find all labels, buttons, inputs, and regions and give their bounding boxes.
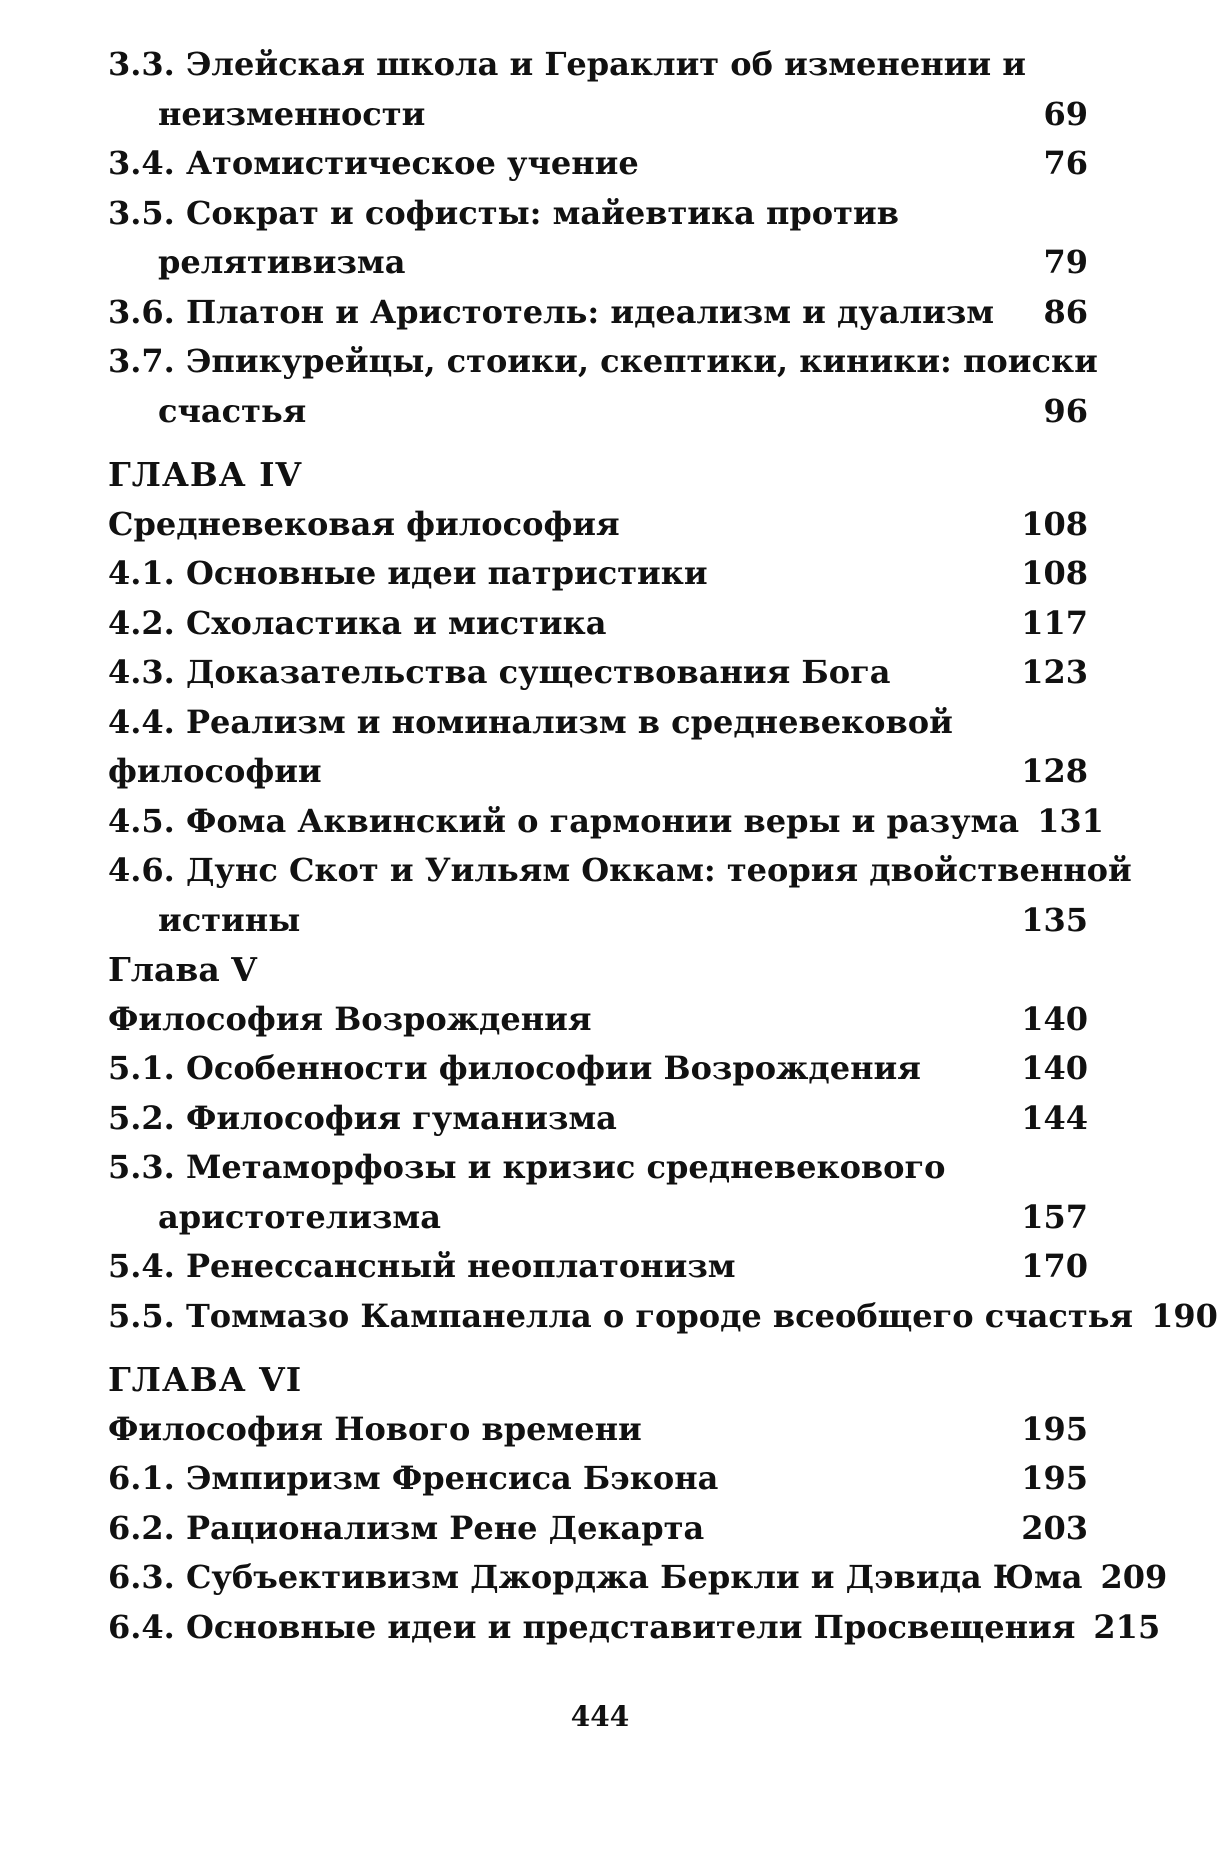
toc-page-number: 79 <box>1043 243 1088 281</box>
toc-entry-title: аристотелизма <box>158 1197 441 1236</box>
toc-entry-5-3[interactable] <box>108 1193 1088 1243</box>
toc-page-number: 117 <box>1021 603 1088 642</box>
toc-page-number: 135 <box>1021 900 1088 939</box>
toc-entry-5-3-line1 <box>108 1143 1088 1193</box>
toc-entry-title: 3.5. Сократ и софисты: майевтика против <box>108 193 899 232</box>
toc-page-number: 76 <box>1043 144 1088 182</box>
toc-page-number: 86 <box>1043 292 1088 331</box>
toc-page-number: 203 <box>1021 1508 1088 1547</box>
toc-page-number: 128 <box>1021 752 1088 790</box>
toc-page-number: 195 <box>1021 1459 1088 1497</box>
toc-entry-title: 4.1. Основные идеи патристики <box>108 554 708 592</box>
toc-page-number: 215 <box>1093 1607 1161 1646</box>
toc-page-number: 140 <box>1021 999 1088 1038</box>
toc-entry-4-4-line1 <box>108 698 1088 748</box>
toc-entry-3-7[interactable] <box>108 387 1088 437</box>
toc-entry-title: 6.4. Основные идеи и представители Просвещения <box>108 1607 1076 1646</box>
toc-entry-title: 4.4. Реализм и номинализм в средневековой <box>108 702 953 741</box>
toc-chapter-5[interactable] <box>108 995 1088 1045</box>
toc-page-number: 190 <box>1151 1296 1218 1335</box>
toc-entry-6-1[interactable] <box>108 1454 1088 1504</box>
toc-entry-5-4[interactable] <box>108 1242 1088 1292</box>
chapter-title: Философия Нового времени <box>108 1409 642 1448</box>
toc-entry-6-4[interactable] <box>108 1603 1161 1653</box>
toc-entry-title: 4.5. Фома Аквинский о гармонии веры и разума <box>108 801 1020 840</box>
chapter-label: ГЛАВА VI <box>108 1360 303 1399</box>
toc-entry-3-6[interactable] <box>108 288 1088 338</box>
toc-page-number: 144 <box>1021 1098 1088 1137</box>
toc-entry-title: 5.5. Томмазо Кампанелла о городе всеобщего счастья <box>108 1296 1134 1335</box>
toc-entry-title: 6.2. Рационализм Рене Декарта <box>108 1508 705 1547</box>
toc-page-number: 69 <box>1043 94 1088 133</box>
toc-entry-title: 6.1. Эмпиризм Френсиса Бэкона <box>108 1459 719 1497</box>
toc-entry-title: 5.1. Особенности философии Возрождения <box>108 1049 921 1087</box>
toc-entry-title: истины <box>158 900 301 939</box>
toc-entry-3-3-line1 <box>108 40 1088 90</box>
toc-entry-title: 3.4. Атомистическое учение <box>108 144 639 182</box>
toc-page-number: 123 <box>1021 653 1088 691</box>
toc-entry-4-3[interactable] <box>108 648 1088 698</box>
toc-entry-3-7-line1 <box>108 337 1098 387</box>
chapter-title: Философия Возрождения <box>108 999 592 1038</box>
toc-page-number: 96 <box>1043 391 1088 430</box>
toc-entry-title: счастья <box>158 391 307 430</box>
chapter-label: Глава V <box>108 950 257 989</box>
toc-entry-3-5[interactable] <box>108 238 1088 288</box>
toc-entry-title: 4.6. Дунс Скот и Уильям Оккам: теория двойственной <box>108 851 1132 889</box>
toc-entry-title: 5.4. Ренессансный неоплатонизм <box>108 1247 736 1285</box>
toc-entry-3-5-line1 <box>108 189 1088 239</box>
toc-entry-4-6[interactable] <box>108 896 1088 946</box>
page-number: 444 <box>570 1700 630 1733</box>
toc-entry-6-2[interactable] <box>108 1504 1088 1554</box>
toc-entry-4-6-line1 <box>108 846 1132 896</box>
toc-entry-5-2[interactable] <box>108 1094 1088 1144</box>
toc-entry-4-2[interactable] <box>108 599 1088 649</box>
toc-entry-title: неизменности <box>158 94 426 133</box>
toc-entry-title: 3.6. Платон и Аристотель: идеализм и дуализм <box>108 292 995 331</box>
toc-page-number: 108 <box>1021 554 1088 592</box>
toc-chapter-4[interactable] <box>108 500 1088 550</box>
toc-entry-title: 4.3. Доказательства существования Бога <box>108 653 891 691</box>
chapter-label: ГЛАВА IV <box>108 455 303 494</box>
toc-page-number: 157 <box>1021 1197 1088 1236</box>
toc-entry-title: 5.2. Философия гуманизма <box>108 1098 617 1137</box>
toc-entry-title: 5.3. Метаморфозы и кризис средневекового <box>108 1148 946 1186</box>
toc-entry-5-1[interactable] <box>108 1044 1088 1094</box>
toc-entry-5-5[interactable] <box>108 1292 1218 1342</box>
toc-page-number: 209 <box>1100 1558 1168 1596</box>
toc-entry-3-4[interactable] <box>108 139 1088 189</box>
toc-entry-title: 4.2. Схоластика и мистика <box>108 603 607 642</box>
toc-entry-title: 3.7. Эпикурейцы, стоики, скептики, киники: поиски <box>108 342 1098 380</box>
toc-entry-title: 6.3. Субъективизм Джорджа Беркли и Дэвида Юма <box>108 1558 1083 1596</box>
toc-entry-3-3[interactable] <box>108 90 1088 140</box>
toc-chapter-6[interactable] <box>108 1405 1088 1455</box>
toc-entry-6-3[interactable] <box>108 1553 1168 1603</box>
toc-entry-title: 3.3. Элейская школа и Гераклит об изменении и <box>108 45 1026 83</box>
toc-entry-4-5[interactable] <box>108 797 1104 847</box>
toc-page-number: 195 <box>1021 1409 1088 1448</box>
toc-entry-title: релятивизма <box>158 243 406 281</box>
toc-page-number: 108 <box>1021 504 1088 543</box>
toc-entry-title: философии <box>108 752 322 790</box>
chapter-title: Средневековая философия <box>108 504 620 543</box>
toc-page-number: 140 <box>1021 1049 1088 1087</box>
toc-entry-4-4[interactable] <box>108 747 1088 797</box>
toc-page-number: 131 <box>1037 801 1104 840</box>
toc-entry-4-1[interactable] <box>108 549 1088 599</box>
table-of-contents <box>108 40 1218 1652</box>
toc-page-number: 170 <box>1021 1247 1088 1285</box>
